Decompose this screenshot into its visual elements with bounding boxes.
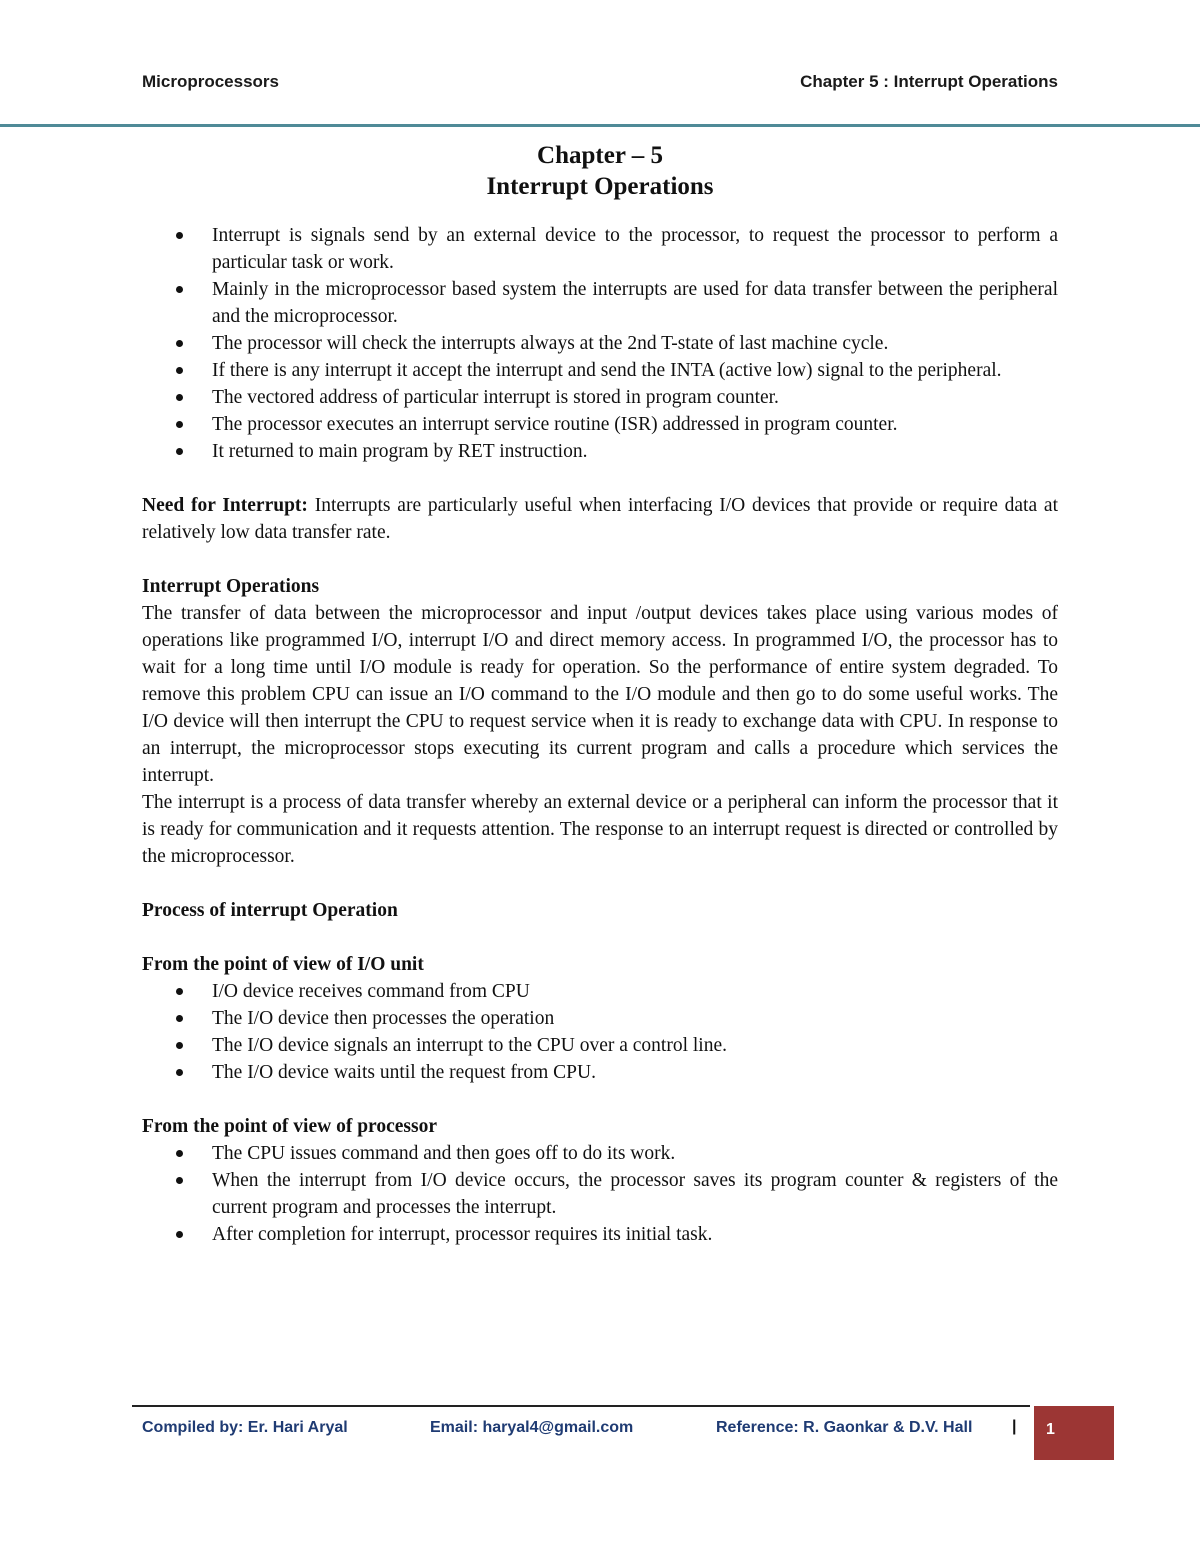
page-number-box: [1034, 1406, 1114, 1460]
list-item: I/O device receives command from CPU: [212, 978, 1058, 1005]
list-item: When the interrupt from I/O device occurs, the processor saves its program counter & registers of the current program and processes the interrupt.: [212, 1167, 1058, 1221]
need-label: Need for Interrupt:: [142, 495, 308, 516]
intro-bullet-list: [142, 222, 1058, 465]
chapter-name: Interrupt Operations: [486, 173, 714, 200]
footer-separator: |: [1012, 1418, 1017, 1435]
list-item: If there is any interrupt it accept the interrupt and send the INTA (active low) signal to the peripheral.: [212, 357, 1058, 384]
list-item: The CPU issues command and then goes off to do its work.: [212, 1140, 1058, 1167]
list-item: After completion for interrupt, processor requires its initial task.: [212, 1221, 1058, 1248]
processor-bullet-list: [142, 1140, 1058, 1248]
list-item: It returned to main program by RET instruction.: [212, 438, 1058, 465]
footer-email: Email: haryal4@gmail.com: [430, 1419, 634, 1436]
header-title: Microprocessors: [142, 72, 279, 91]
need-paragraph: [142, 492, 1058, 546]
footer-divider: [132, 1405, 1030, 1407]
header-chapter: Chapter 5 : Interrupt Operations: [800, 72, 1058, 91]
list-item: The I/O device waits until the request from CPU.: [212, 1059, 1058, 1086]
operations-paragraph-1: The transfer of data between the microprocessor and input /output devices takes place using various modes of operations like programmed I/O, interrupt I/O and direct memory access. In programmed I/O, the processor has to wait for a long time until I/O module is ready for operation. So the performance of entire system degraded. To remove this problem CPU can issue an I/O command to the I/O module and then go to do some useful works. The I/O device will then interrupt the CPU to request service when it is ready to exchange data with CPU. In response to an interrupt, the microprocessor stops executing its current program and calls a procedure which services the interrupt.: [142, 603, 1058, 786]
list-item: The processor will check the interrupts always at the 2nd T-state of last machine cycle.: [212, 330, 1058, 357]
list-item: Mainly in the microprocessor based system the interrupts are used for data transfer between the peripheral and the microprocessor.: [212, 276, 1058, 330]
io-view-heading: From the point of view of I/O unit: [142, 954, 424, 975]
header-divider: [0, 124, 1200, 127]
page-number: 1: [1046, 1421, 1055, 1438]
chapter-title: [142, 140, 1058, 202]
chapter-number: Chapter – 5: [537, 142, 663, 169]
process-heading: Process of interrupt Operation: [142, 900, 398, 921]
list-item: The vectored address of particular interrupt is stored in program counter.: [212, 384, 1058, 411]
operations-paragraph-2: The interrupt is a process of data transfer whereby an external device or a peripheral can inform the processor that it is ready for communication and it requests attention. The response to an interrupt request is directed or controlled by the microprocessor.: [142, 792, 1058, 867]
io-bullet-list: [142, 978, 1058, 1086]
page-content: [142, 140, 1058, 1248]
processor-view-heading: From the point of view of processor: [142, 1116, 437, 1137]
need-text: Interrupts are particularly useful when interfacing I/O devices that provide or require data at relatively low data transfer rate.: [142, 495, 1058, 543]
footer-compiled-by: Compiled by: Er. Hari Aryal: [142, 1419, 348, 1436]
footer-reference: Reference: R. Gaonkar & D.V. Hall: [716, 1419, 973, 1436]
list-item: The processor executes an interrupt service routine (ISR) addressed in program counter.: [212, 411, 1058, 438]
list-item: Interrupt is signals send by an external device to the processor, to request the processor to perform a particular task or work.: [212, 222, 1058, 276]
operations-heading: Interrupt Operations: [142, 576, 320, 597]
list-item: The I/O device signals an interrupt to the CPU over a control line.: [212, 1032, 1058, 1059]
page-header: [142, 70, 1058, 96]
list-item: The I/O device then processes the operation: [212, 1005, 1058, 1032]
